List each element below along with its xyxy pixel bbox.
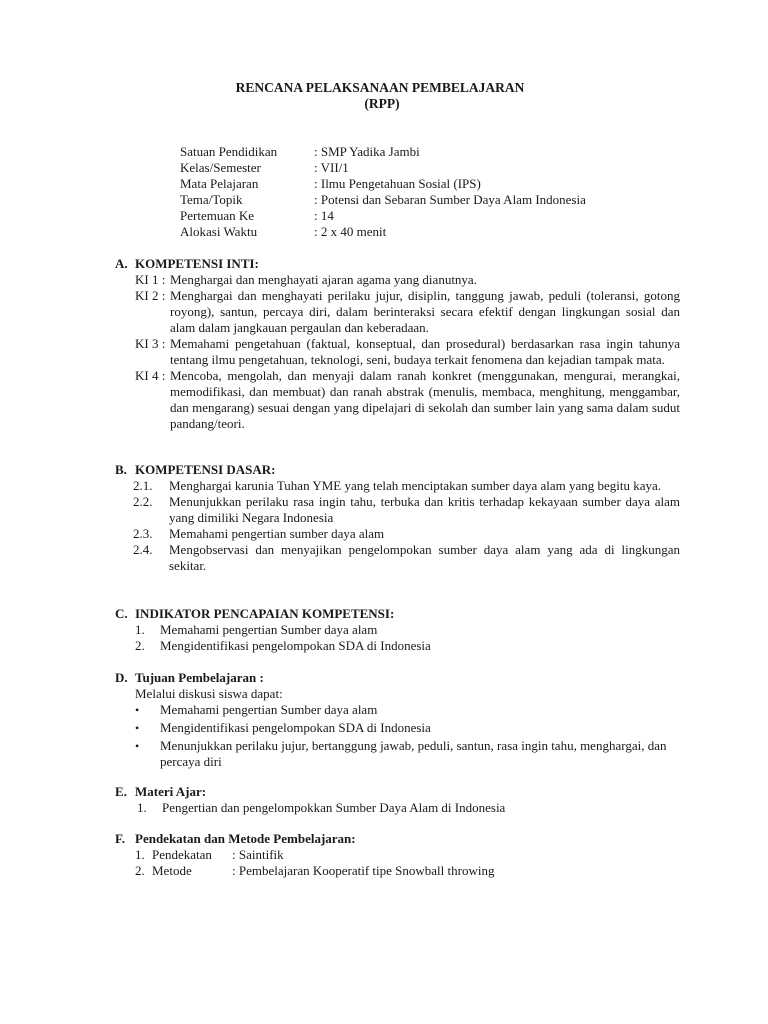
method-key: Metode — [152, 863, 192, 878]
section-letter: B. — [115, 462, 127, 477]
identity-value: : SMP Yadika Jambi — [314, 144, 420, 159]
indicator-number: 1. — [135, 622, 145, 637]
identity-label: Pertemuan Ke — [180, 208, 255, 223]
section-kompetensi-dasar — [115, 462, 680, 574]
identity-label: Kelas/Semester — [180, 160, 261, 175]
identity-label: Satuan Pendidikan — [180, 144, 278, 159]
identity-row — [180, 208, 586, 224]
bullet-icon: • — [135, 739, 140, 753]
section-letter: D. — [115, 670, 128, 685]
document-subtitle: (RPP) — [364, 96, 400, 111]
section-title: INDIKATOR PENCAPAIAN KOMPETENSI: — [135, 606, 395, 621]
section-letter: C. — [115, 606, 128, 621]
section-title: Pendekatan dan Metode Pembelajaran: — [135, 831, 356, 846]
ki-text: Menghargai dan menghayati ajaran agama yang dianutnya. — [170, 272, 477, 287]
ki-label: KI 2 : — [135, 288, 166, 303]
section-title: Materi Ajar: — [135, 784, 207, 799]
section-letter: F. — [115, 831, 125, 846]
indicator-item — [115, 638, 680, 654]
section-heading — [115, 606, 680, 622]
kd-text: Mengobservasi dan menyajikan pengelompokan sumber daya alam yang ada di lingkungan sekitar. — [169, 542, 680, 573]
section-title: KOMPETENSI INTI: — [135, 256, 259, 271]
identity-value: : 14 — [314, 208, 334, 223]
ki-text: Mencoba, mengolah, dan menyaji dalam ranah konkret (menggunakan, mengurai, merangkai, memodifikasi, dan membuat) dan ranah abstrak (menulis, membaca, menghitung, menggambar, dan mengarang) sesuai dengan yang dipelajari di sekolah dan sumber lain yang sama dalam sudut pandang/teori. — [170, 368, 680, 431]
indicator-item — [115, 622, 680, 638]
identity-label: Alokasi Waktu — [180, 224, 258, 239]
identity-value: : Ilmu Pengetahuan Sosial (IPS) — [314, 176, 481, 191]
kd-number: 2.3. — [133, 526, 153, 541]
method-key: Pendekatan — [152, 847, 212, 862]
ki-item — [115, 288, 680, 336]
ki-label: KI 3 : — [135, 336, 166, 351]
indicator-number: 2. — [135, 638, 145, 653]
ki-label: KI 1 : — [135, 272, 166, 287]
method-number: 1. — [135, 847, 145, 862]
method-number: 2. — [135, 863, 145, 878]
method-item — [115, 847, 680, 863]
section-intro: Melalui diskusi siswa dapat: — [135, 686, 283, 701]
objective-item — [115, 720, 680, 736]
section-indikator — [115, 606, 680, 654]
identity-row — [180, 176, 586, 192]
document-title: RENCANA PELAKSANAAN PEMBELAJARAN — [235, 80, 525, 95]
section-letter: A. — [115, 256, 128, 271]
section-kompetensi-inti — [115, 256, 680, 432]
material-item — [115, 800, 680, 816]
ki-text: Menghargai dan menghayati perilaku jujur, disiplin, tanggung jawab, peduli (toleransi, gotong royong), santun, percaya diri, dalam berinteraksi secara efektif dengan lingkungan sosial dan alam dalam jangkauan pergaulan dan keberadaan. — [170, 288, 680, 335]
identity-table — [180, 144, 586, 240]
ki-item — [115, 336, 680, 368]
section-heading — [115, 784, 680, 800]
identity-row — [180, 144, 586, 160]
bullet-icon: • — [135, 703, 140, 717]
section-title: KOMPETENSI DASAR: — [135, 462, 276, 477]
kd-text: Menghargai karunia Tuhan YME yang telah menciptakan sumber daya alam yang begitu kaya. — [169, 478, 662, 493]
section-heading — [115, 462, 680, 478]
objective-item — [115, 702, 680, 718]
section-heading — [115, 256, 680, 272]
objective-item — [115, 738, 680, 770]
kd-item — [115, 526, 680, 542]
section-letter: E. — [115, 784, 127, 799]
ki-label: KI 4 : — [135, 368, 166, 383]
method-item — [115, 863, 680, 879]
kd-item — [115, 478, 680, 494]
ki-item — [115, 368, 680, 432]
section-materi — [115, 784, 680, 816]
section-tujuan — [115, 670, 680, 772]
material-number: 1. — [137, 800, 147, 815]
kd-number: 2.4. — [133, 542, 153, 557]
identity-row — [180, 224, 586, 240]
identity-label: Tema/Topik — [180, 192, 243, 207]
section-heading — [115, 670, 680, 686]
kd-text: Memahami pengertian sumber daya alam — [169, 526, 385, 541]
section-heading — [115, 831, 680, 847]
method-value: : Pembelajaran Kooperatif tipe Snowball throwing — [232, 863, 495, 878]
identity-value: : VII/1 — [314, 160, 349, 175]
kd-text: Menunjukkan perilaku rasa ingin tahu, terbuka dan kritis terhadap kekayaan sumber daya alam yang dimiliki Negara Indonesia — [169, 494, 680, 525]
kd-item — [115, 542, 680, 574]
objective-text: Mengidentifikasi pengelompokan SDA di Indonesia — [160, 720, 431, 735]
kd-number: 2.1. — [133, 478, 153, 493]
method-value: : Saintifik — [232, 847, 284, 862]
objective-text: Memahami pengertian Sumber daya alam — [160, 702, 378, 717]
section-title: Tujuan Pembelajaran : — [135, 670, 264, 685]
identity-label: Mata Pelajaran — [180, 176, 259, 191]
identity-value: : Potensi dan Sebaran Sumber Daya Alam Indonesia — [314, 192, 586, 207]
indicator-text: Mengidentifikasi pengelompokan SDA di Indonesia — [160, 638, 431, 653]
ki-item — [115, 272, 680, 288]
identity-row — [180, 192, 586, 208]
identity-row — [180, 160, 586, 176]
kd-item — [115, 494, 680, 526]
objective-text: Menunjukkan perilaku jujur, bertanggung jawab, peduli, santun, rasa ingin tahu, menghargai, dan percaya diri — [160, 738, 667, 769]
identity-value: : 2 x 40 menit — [314, 224, 387, 239]
ki-text: Memahami pengetahuan (faktual, konseptual, dan prosedural) berdasarkan rasa ingin tahunya tentang ilmu pengetahuan, teknologi, seni, budaya terkait fenomena dan kejadian tampak mata. — [170, 336, 680, 367]
material-text: Pengertian dan pengelompokkan Sumber Daya Alam di Indonesia — [162, 800, 506, 815]
kd-number: 2.2. — [133, 494, 153, 509]
section-pendekatan — [115, 831, 680, 879]
indicator-text: Memahami pengertian Sumber daya alam — [160, 622, 378, 637]
bullet-icon: • — [135, 721, 140, 735]
